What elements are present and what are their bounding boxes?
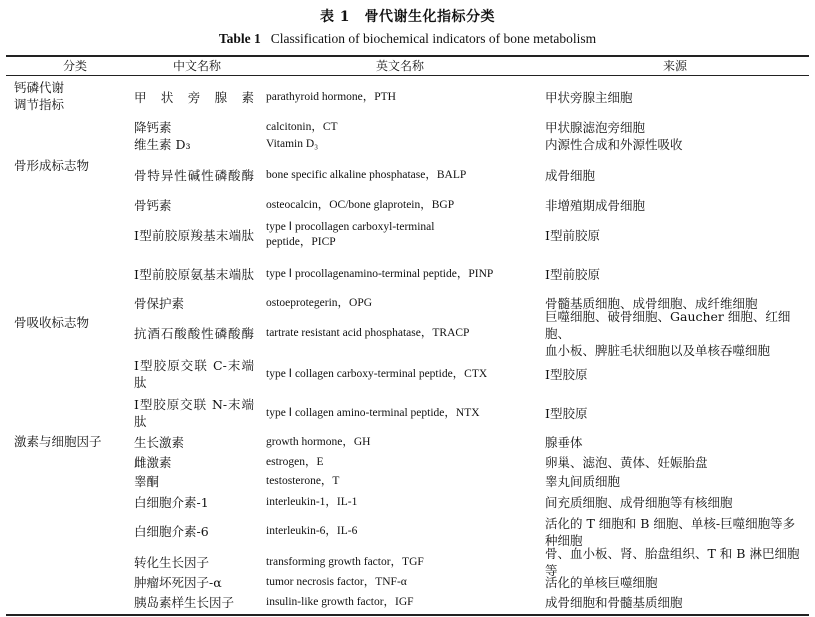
cell-en-name-text: type Ⅰ procollagen carboxyl-terminal peptide，PICP	[266, 221, 435, 248]
cell-cn-name-text: 骨保护素	[134, 295, 185, 311]
cell-cn-name	[134, 135, 254, 153]
cell-cn-name	[134, 552, 254, 572]
cell-en-name	[266, 433, 536, 451]
cell-en-name	[266, 256, 536, 293]
cell-source	[545, 572, 807, 592]
cell-source	[545, 157, 807, 194]
cell-category	[14, 79, 126, 115]
cell-en-name	[266, 216, 536, 254]
table-row	[0, 394, 815, 432]
cell-cn-name	[134, 453, 254, 472]
cell-source-text: 卵巢、滤泡、黄体、妊娠胎盘	[545, 455, 708, 470]
cell-category	[14, 453, 126, 472]
table-row	[0, 118, 815, 136]
cell-cn-name-text: 肿瘤坏死因子-α	[134, 574, 222, 590]
table-row	[0, 157, 815, 194]
cell-en-name	[266, 552, 536, 572]
cell-en-name	[266, 513, 536, 550]
cell-cn-name-text: 骨钙素	[134, 197, 172, 213]
cell-source-text: 活化的 T 细胞和 B 细胞、单核-巨噬细胞等多 种细胞	[545, 515, 796, 548]
cell-source-text: 成骨细胞和骨髓基质细胞	[545, 594, 683, 610]
table-row	[0, 453, 815, 472]
cell-category	[14, 256, 126, 293]
cell-cn-name-text: 睾酮	[134, 474, 160, 489]
cell-en-name-text: ostoeprotegerin，OPG	[266, 296, 373, 309]
cell-category	[14, 572, 126, 592]
cell-source-text: Ⅰ型胶原	[545, 366, 588, 382]
cell-source-text: Ⅰ型前胶原	[545, 267, 600, 282]
cell-cn-name	[134, 572, 254, 592]
cell-source	[545, 79, 807, 115]
cell-cn-name-text: 胰岛素样生长因子	[134, 594, 235, 610]
cell-category-text: 钙磷代谢 调节指标	[14, 80, 65, 112]
cell-cn-name	[134, 592, 254, 612]
table-row	[0, 135, 815, 153]
cell-category	[14, 314, 126, 353]
header-cn-name: 中文名称	[172, 59, 221, 73]
cell-en-name	[266, 592, 536, 612]
cell-category	[14, 472, 126, 491]
cell-en-name	[266, 472, 536, 491]
header-source: 来源	[662, 59, 687, 73]
cell-en-name-text: type Ⅰ collagen amino-terminal peptide，NTX	[266, 406, 480, 419]
cell-category	[14, 433, 126, 451]
cell-cn-name	[134, 433, 254, 451]
cell-source	[545, 135, 807, 153]
cell-cn-name-text: Ⅰ型前胶原氨基末端肽	[134, 267, 254, 282]
cell-en-name	[266, 157, 536, 194]
cell-source	[545, 118, 807, 136]
cell-cn-name	[134, 79, 254, 115]
cell-source-text: 睾丸间质细胞	[545, 474, 621, 489]
cell-source	[545, 196, 807, 214]
cell-category	[14, 294, 126, 312]
cell-category-text: 骨形成标志物	[14, 158, 90, 173]
cell-category	[14, 592, 126, 612]
cell-category	[14, 394, 126, 432]
table-row	[0, 592, 815, 612]
cell-cn-name-text: Ⅰ型前胶原羧基末端肽	[134, 227, 254, 243]
cell-source	[545, 433, 807, 451]
cell-cn-name-text: 生长激素	[134, 434, 185, 450]
cell-category	[14, 513, 126, 550]
cell-cn-name-text: 抗酒石酸酸性磷酸酶	[134, 326, 254, 341]
table-row	[0, 355, 815, 393]
cell-source-text: 活化的单核巨噬细胞	[545, 574, 658, 590]
cell-source-text: 非增殖期成骨细胞	[545, 197, 646, 213]
cell-category	[14, 135, 126, 153]
bottom-rule	[6, 614, 809, 616]
cell-source-text: 甲状旁腺主细胞	[545, 89, 633, 105]
cell-en-name-text: estrogen，E	[266, 456, 324, 468]
table-row	[0, 433, 815, 451]
header-rule	[6, 75, 809, 76]
cell-cn-name-text: Ⅰ型胶原交联 N-末端肽	[134, 397, 254, 429]
cell-en-name	[266, 314, 536, 353]
table-row	[0, 216, 815, 254]
table-row	[0, 546, 815, 578]
cell-source	[545, 592, 807, 612]
cell-en-name	[266, 294, 536, 312]
cell-source-text: 腺垂体	[545, 434, 583, 450]
cell-source	[545, 216, 807, 254]
cell-cn-name-text: 转化生长因子	[134, 554, 210, 570]
cell-source	[545, 355, 807, 393]
cell-en-name-text: insulin-like growth factor，IGF	[266, 595, 414, 608]
table-title-en-label: Table 1	[218, 31, 261, 46]
table-row	[0, 472, 815, 491]
cell-cn-name	[134, 256, 254, 293]
cell-category-text: 骨吸收标志物	[14, 315, 90, 330]
cell-category	[14, 216, 126, 254]
cell-en-name	[266, 355, 536, 393]
cell-en-name-text: growth hormone，GH	[266, 435, 371, 448]
cell-source-text: 内源性合成和外源性吸收	[545, 136, 683, 152]
cell-category	[14, 552, 126, 572]
cell-source-text: 间充质细胞、成骨细胞等有核细胞	[545, 494, 733, 510]
cell-cn-name	[134, 513, 254, 550]
cell-en-name-text: Vitamin D₃	[266, 137, 319, 150]
cell-source	[545, 546, 807, 578]
table-title-en-text: Classification of biochemical indicators of bone metabolism	[270, 31, 597, 46]
cell-cn-name	[134, 118, 254, 136]
table-title-en	[0, 31, 815, 47]
table-row	[0, 492, 815, 512]
cell-cn-name	[134, 394, 254, 432]
cell-en-name-text: interleukin-6，IL-6	[266, 525, 358, 537]
cell-cn-name-text: 白细胞介素-6	[134, 524, 209, 539]
cell-category-text: 激素与细胞因子	[14, 434, 102, 449]
cell-en-name-text: type Ⅰ collagen carboxy-terminal peptide，CTX	[266, 367, 488, 380]
cell-en-name	[266, 118, 536, 136]
table-title-cn: 表 1 骨代谢生化指标分类	[319, 9, 496, 25]
cell-en-name-text: transforming growth factor，TGF	[266, 555, 424, 568]
table-row	[0, 572, 815, 592]
cell-source	[545, 472, 807, 491]
cell-cn-name-text: 白细胞介素-1	[134, 494, 209, 510]
cell-cn-name	[134, 216, 254, 254]
cell-cn-name-text: 降钙素	[134, 119, 172, 135]
cell-category	[14, 157, 126, 194]
table-row	[0, 309, 815, 358]
cell-cn-name-text: 雌激素	[134, 455, 172, 470]
header-en-name: 英文名称	[375, 59, 424, 73]
cell-en-name-text: calcitonin，CT	[266, 120, 338, 133]
cell-en-name	[266, 196, 536, 214]
cell-en-name	[266, 572, 536, 592]
cell-cn-name	[134, 492, 254, 512]
cell-source	[545, 256, 807, 293]
cell-cn-name	[134, 355, 254, 393]
cell-source-text: 骨髓基质细胞、成骨细胞、成纤维细胞	[545, 295, 758, 311]
cell-en-name	[266, 394, 536, 432]
cell-en-name-text: osteocalcin，OC/bone glaprotein，BGP	[266, 198, 455, 211]
cell-en-name-text: type Ⅰ procollagenamino-terminal peptide，PINP	[266, 268, 494, 280]
cell-en-name-text: testosterone，T	[266, 475, 340, 487]
cell-en-name-text: interleukin-1，IL-1	[266, 495, 358, 508]
cell-en-name	[266, 135, 536, 153]
cell-en-name	[266, 453, 536, 472]
cell-source	[545, 453, 807, 472]
cell-source-text: Ⅰ型前胶原	[545, 227, 600, 243]
cell-source-text: 骨、血小板、肾、胎盘组织、T 和 B 淋巴细胞等	[545, 546, 800, 578]
cell-en-name-text: tartrate resistant acid phosphatase，TRACP	[266, 327, 470, 339]
cell-source	[545, 492, 807, 512]
header-category: 分类	[62, 59, 87, 73]
table-row	[0, 196, 815, 214]
cell-category	[14, 118, 126, 136]
cell-cn-name-text: 维生素 D₃	[134, 136, 191, 152]
cell-category	[14, 492, 126, 512]
cell-en-name	[266, 492, 536, 512]
cell-cn-name-text: Ⅰ型胶原交联 C-末端肽	[134, 358, 254, 390]
cell-cn-name-text: 甲状旁腺素	[134, 89, 254, 105]
cell-cn-name	[134, 157, 254, 194]
cell-source	[545, 394, 807, 432]
table-row	[0, 256, 815, 293]
cell-en-name-text: parathyroid hormone，PTH	[266, 90, 396, 103]
cell-source-text: 巨噬细胞、破骨细胞、Gaucher 细胞、红细胞、 血小板、脾脏毛状细胞以及单核吞噬细胞	[545, 309, 791, 358]
cell-en-name-text: tumor necrosis factor，TNF-α	[266, 575, 407, 588]
cell-cn-name	[134, 196, 254, 214]
table-row	[0, 79, 815, 115]
cell-source-text: Ⅰ型胶原	[545, 405, 588, 421]
cell-cn-name-text: 骨特异性碱性磷酸酶	[134, 168, 254, 183]
cell-source	[545, 309, 807, 358]
cell-en-name-text: bone specific alkaline phosphatase，BALP	[266, 169, 467, 181]
cell-category	[14, 196, 126, 214]
cell-source-text: 成骨细胞	[545, 168, 596, 183]
cell-cn-name	[134, 472, 254, 491]
cell-cn-name	[134, 314, 254, 353]
cell-category	[14, 355, 126, 393]
cell-source-text: 甲状腺滤泡旁细胞	[545, 119, 646, 135]
cell-cn-name	[134, 294, 254, 312]
cell-en-name	[266, 79, 536, 115]
